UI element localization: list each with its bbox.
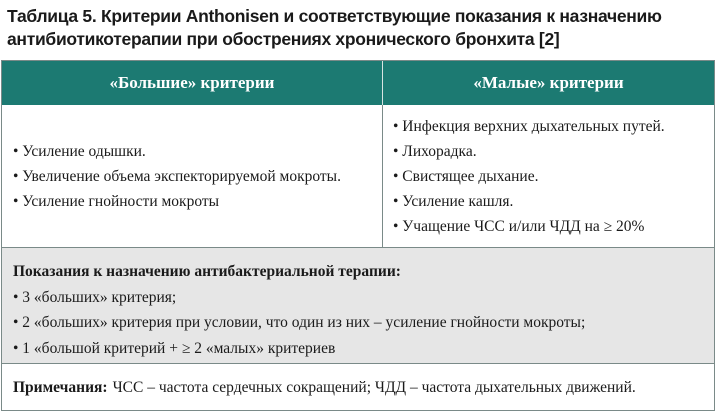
major-criteria-cell	[2, 105, 383, 247]
criteria-table	[1, 60, 715, 411]
major-criterion-item: • Усиление гнойности мокроты	[13, 192, 220, 210]
notes-row	[2, 365, 714, 410]
indications-row	[2, 248, 714, 364]
table-title	[7, 5, 713, 51]
criteria-row	[2, 105, 714, 248]
header-minor-criteria: «Малые» критерии	[473, 73, 624, 92]
major-criterion-item: • Увеличение объема экспекторируемой мокроты.	[13, 167, 341, 185]
notes-text: ЧСС – частота сердечных сокращений; ЧДД – частота дыхательных движений.	[112, 378, 636, 396]
minor-criterion-item: • Лихорадка.	[393, 142, 477, 160]
minor-criteria-cell	[383, 105, 714, 247]
minor-criterion-item: • Инфекция верхних дыхательных путей.	[393, 117, 665, 135]
notes-label: Примечания:	[13, 378, 108, 396]
header-major-criteria: «Большие» критерии	[2, 61, 383, 105]
indications-heading: Показания к назначению антибактериальной терапии:	[13, 263, 401, 280]
indication-item: • 3 «больших» критерия;	[13, 288, 177, 306]
table-title-line-1: Таблица 5. Критерии Anthonisen и соответствующие показания к назначению	[7, 6, 662, 26]
minor-criterion-item: • Свистящее дыхание.	[393, 167, 539, 185]
indication-item: • 2 «больших» критерия при условии, что один из них – усиление гнойности мокроты;	[13, 314, 586, 331]
minor-criterion-item: • Усиление кашля.	[393, 192, 514, 210]
table-header-row	[2, 61, 714, 105]
minor-criterion-item: • Учащение ЧСС и/или ЧДД на ≥ 20%	[393, 217, 645, 235]
major-criterion-item: • Усиление одышки.	[13, 142, 146, 160]
indication-item: • 1 «большой критерий + ≥ 2 «малых» критериев	[13, 339, 336, 357]
table-title-line-2: антибиотикотерапии при обострениях хронического бронхита [2]	[7, 29, 560, 49]
